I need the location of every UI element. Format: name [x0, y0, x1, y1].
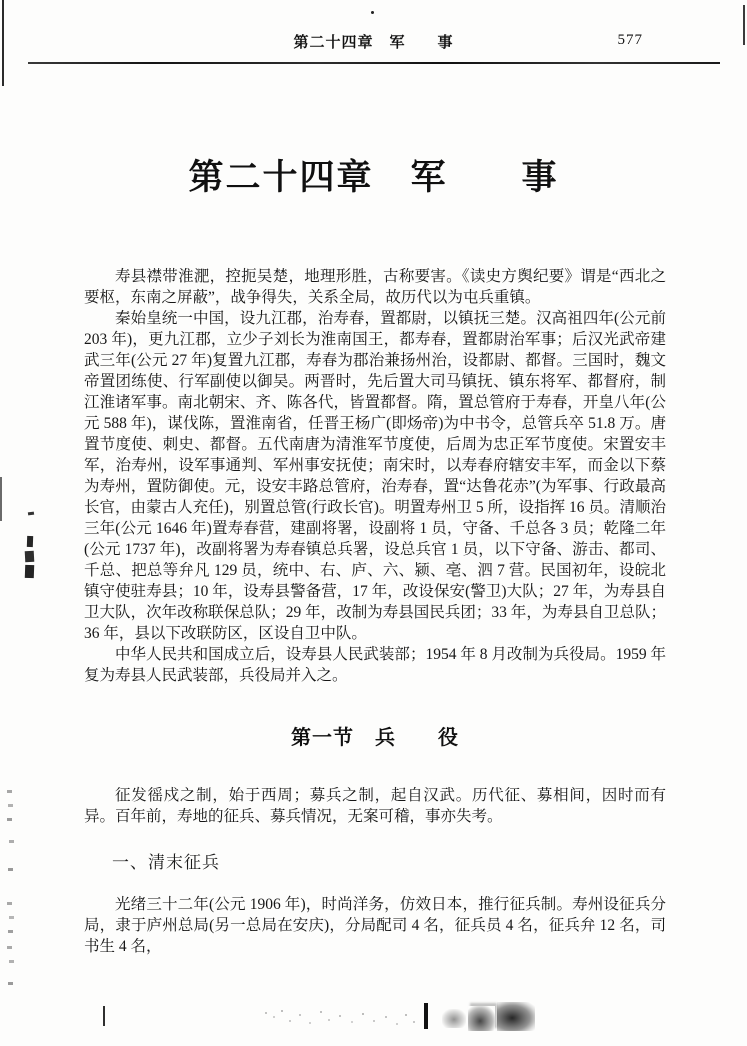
scan-artifact-bottom-bar — [424, 1003, 428, 1029]
scan-artifact-margin-scribble — [28, 512, 34, 516]
scan-artifact-margin-scribble — [25, 565, 34, 578]
scan-artifact-bottom-smudge — [468, 1006, 495, 1031]
running-header — [0, 31, 747, 53]
header-rule — [28, 62, 720, 64]
scan-artifact-bottom-smudge — [497, 1002, 535, 1031]
scan-artifact-margin-scribble — [25, 551, 35, 562]
paragraph-military-history: 秦始皇统一中国，设九江郡，治寿春，置都尉，以镇抚三楚。汉高祖四年(公元前 203 年)，更九江郡，立少子刘长为淮南国王，都寿春，置都尉治军事；后汉光武帝建武三年(公元 27 年)复置九江郡，寿春为郡治兼扬州治，设都尉、都督。三国时，魏文帝置团练使、行军副使以御吴。两晋时，先后置大司马镇抚、镇东将军、都督府，制江淮诸军事。南北朝宋、齐、陈各代，皆置都督。隋，置总管府于寿春，开皇八年(公元 588 年)，谋伐陈，置淮南省，任晋王杨广(即炀帝)为中书令，总管兵卒 51.8 万。唐置节度使、刺史、都督。五代南唐为清淮军节度使，后周为忠正军节度使。宋置安丰军，治寿州，设军事通判、军州事安抚使；南宋时，以寿春府辖安丰军，而金以下蔡为寿州，置防御使。元，设安丰路总管府，治寿春，置“达鲁花赤”(为军事、行政最高长官，由蒙古人充任)，别置总管(行政长官)。明置寿州卫 5 所，设指挥 16 员。清顺治三年(公元 1646 年)置寿春营，建副将署，设副将 1 员，守备、千总各 3 员；乾隆二年(公元 1737 年)，改副将署为寿春镇总兵署，设总兵官 1 员，以下守备、游击、都司、千总、把总等弁凡 129 员，统中、右、庐、六、颍、亳、泗 7 营。民国初年，设皖北镇守使驻寿县；10 年，设寿县警备营，17 年，改设保安(警卫)大队；27 年，为寿县自卫大队，次年改称联保总队；29 年，改制为寿县国民兵团；33 年，为寿县自卫总队；36 年，县以下改联防区，区设自卫中队。 — [84, 310, 666, 642]
scan-artifact-left-margin-dashes — [7, 790, 12, 793]
paragraph-prc-period: 中华人民共和国成立后，设寿县人民武装部；1954 年 8 月改制为兵役局。1959 年复为寿县人民武装部，兵役局并入之。 — [84, 646, 666, 684]
section-title: 第一节 兵 役 — [291, 727, 459, 749]
scan-artifact-bottom-speckles — [265, 1012, 267, 1014]
page-number: 577 — [617, 32, 643, 48]
body-text-column — [84, 266, 666, 957]
paragraph-conscription-intro: 征发徭戍之制，始于西周；募兵之制，起自汉武。历代征、募相间，因时而有异。百年前，寿地的征兵、募兵情况，无案可稽，事亦失考。 — [84, 787, 666, 825]
chapter-title: 第二十四章 军 事 — [188, 158, 559, 197]
scan-artifact-bottom-smudge — [442, 1009, 466, 1028]
paragraph-geography-overview: 寿县襟带淮淝，控扼吴楚，地理形胜，古称要害。《读史方舆纪要》谓是“西北之要枢，东南之屏蔽”，战争得失，关系全局，故历代以为屯兵重镇。 — [84, 268, 666, 306]
paragraph-qing-conscription: 光绪三十二年(公元 1906 年)，时尚洋务，仿效日本，推行征兵制。寿州设征兵分局，隶于庐州总局(另一总局在安庆)，分局配司 4 名，征兵员 4 名，征兵弁 12 名，司书生 4 名， — [84, 896, 666, 955]
scan-artifact-margin-scribble — [27, 536, 33, 547]
scan-artifact-bottom-tick — [103, 1006, 105, 1026]
scan-artifact-top-dot — [371, 11, 374, 14]
scan-artifact-left-edge-mid-line — [0, 477, 2, 521]
subsection-title: 一、清末征兵 — [112, 853, 220, 872]
running-header-title: 第二十四章 军 事 — [293, 34, 454, 51]
